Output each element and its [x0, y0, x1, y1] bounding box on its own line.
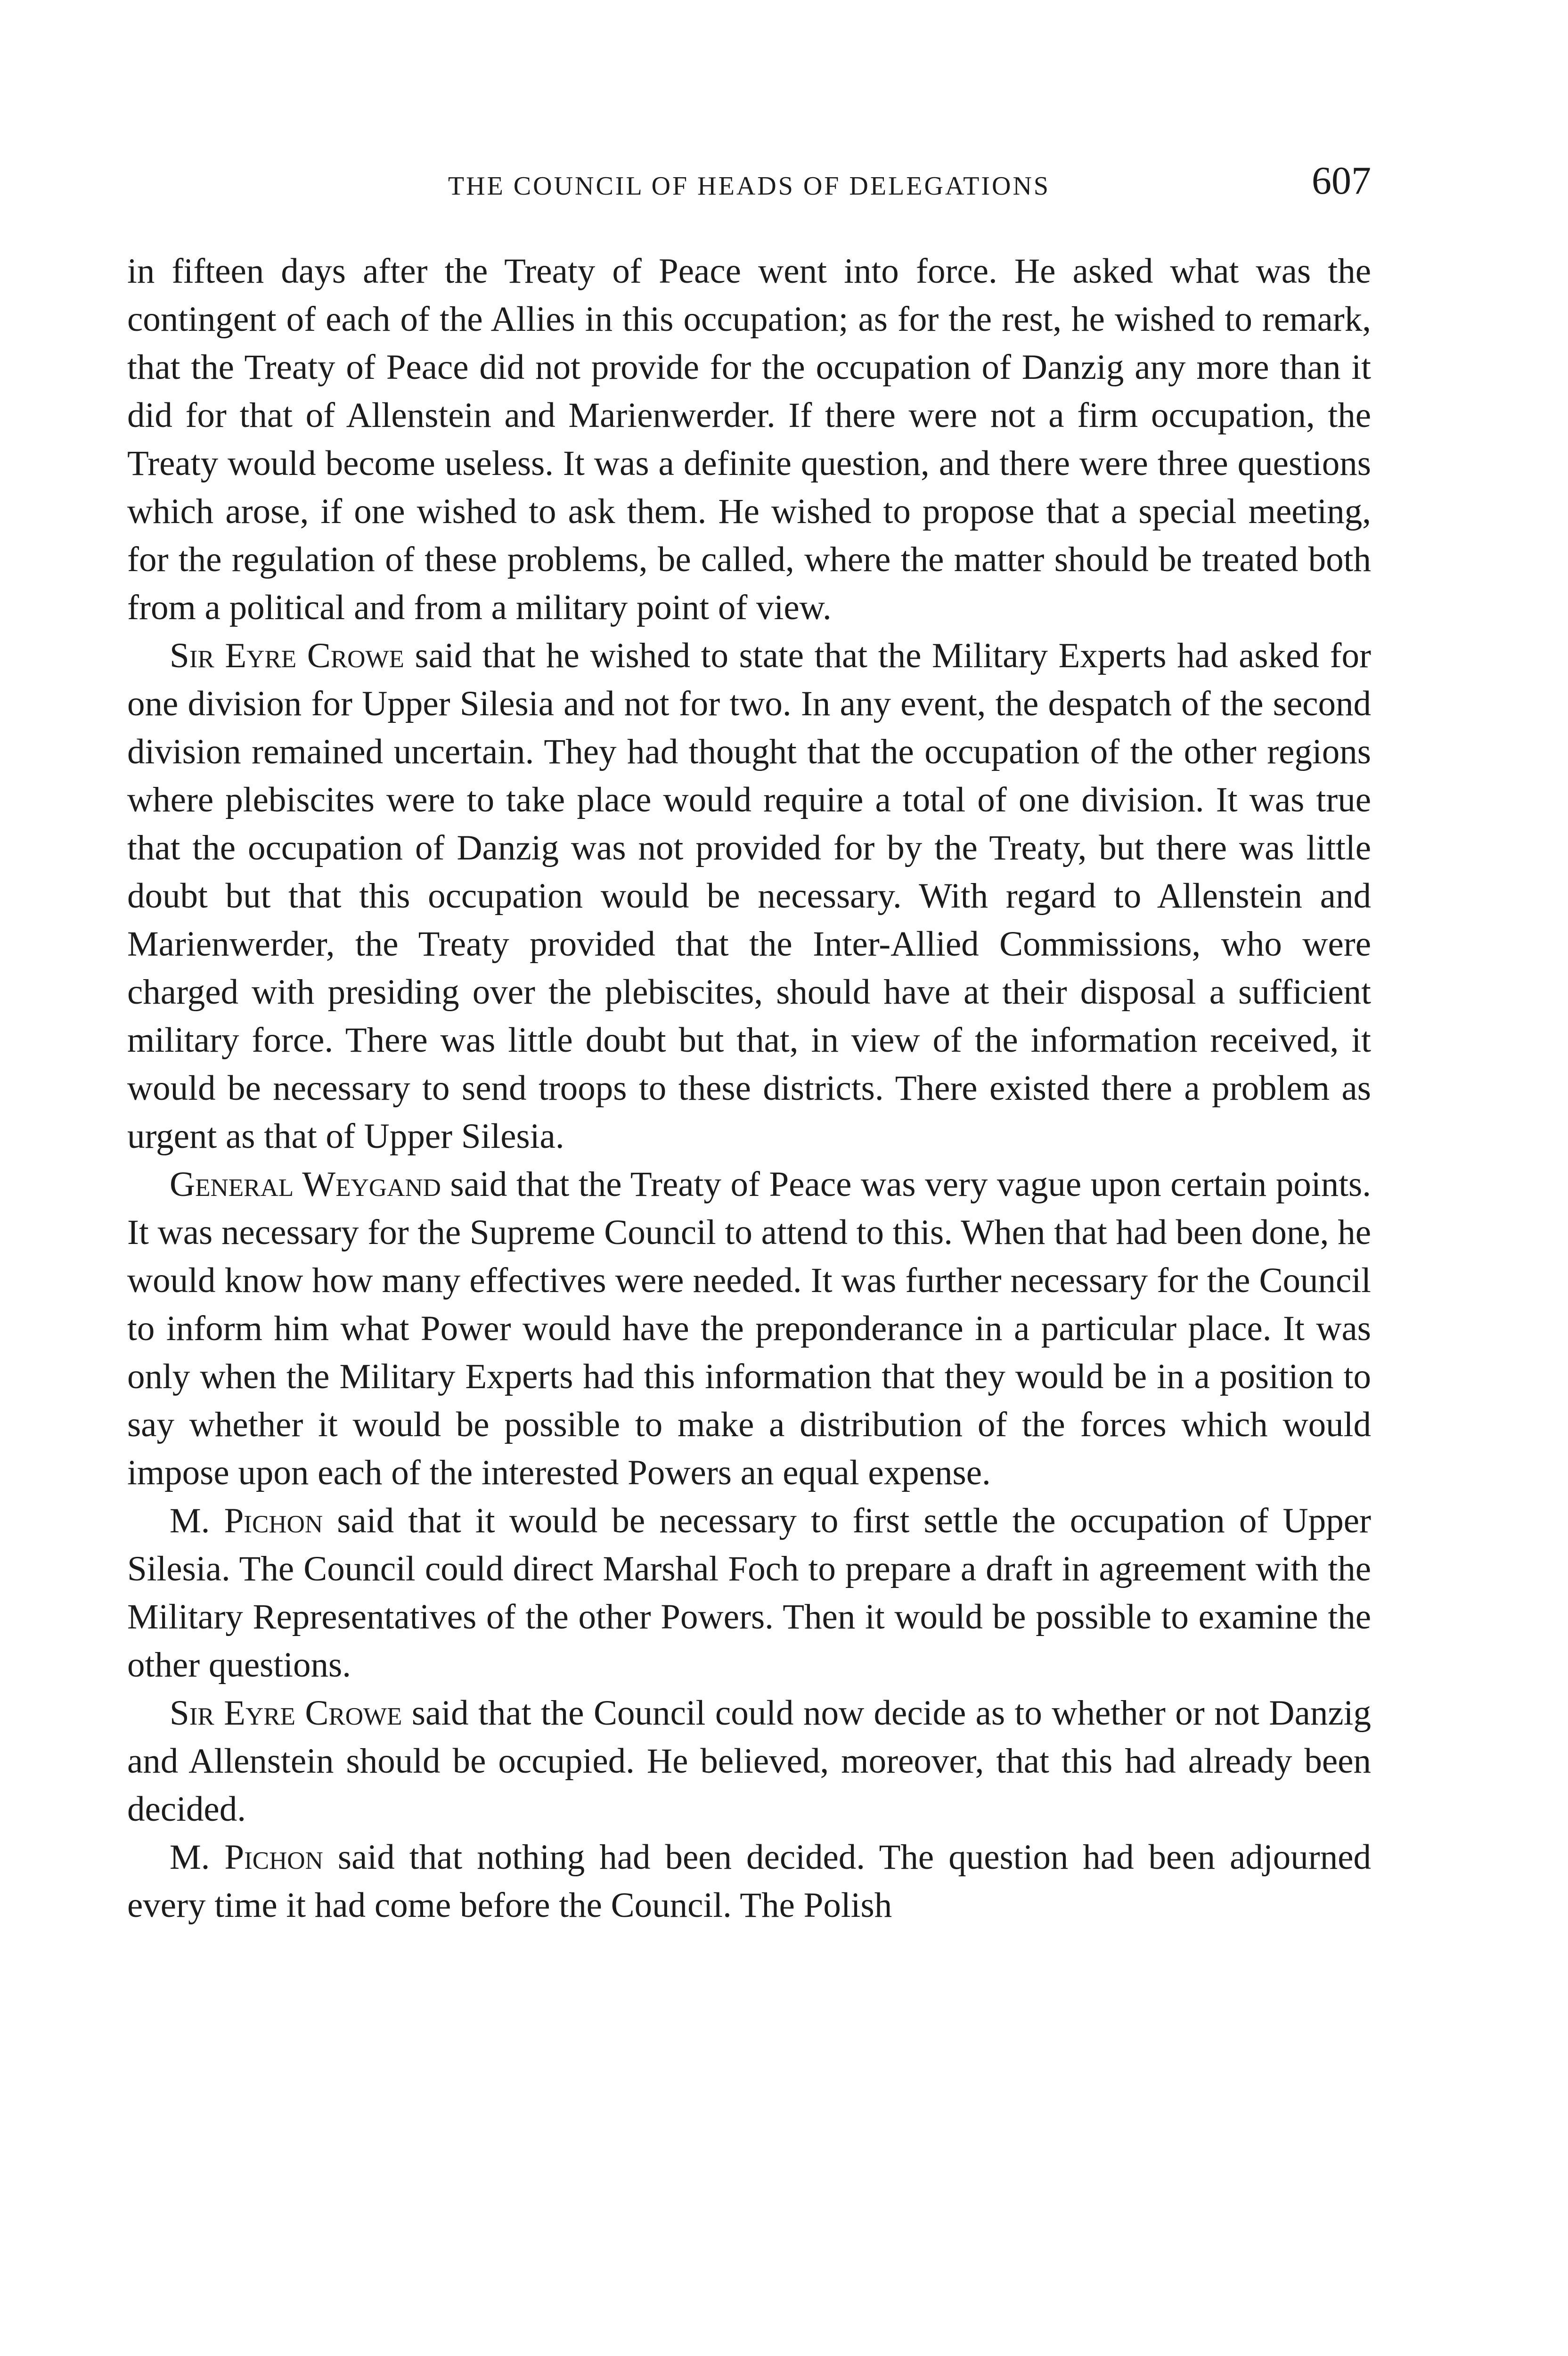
- paragraph-1: [127, 247, 1371, 632]
- speaker-name: M. Pichon: [170, 1501, 323, 1540]
- running-title: THE COUNCIL OF HEADS OF DELEGATIONS: [448, 172, 1051, 201]
- body-text: [127, 247, 1371, 1930]
- paragraph-text: said that it would be necessary to first settle the occupation of Upper Silesia. The Council could direct Marshal Foch to prepare a draft in agreement with the Military Representatives of the other Powers. Then it would be possible to examine the other questions.: [127, 1501, 1371, 1685]
- paragraph-3: [127, 1161, 1371, 1497]
- paragraph-text: said that nothing had been decided. The question had been adjourned every time it had come before the Council. The Polish: [127, 1838, 1371, 1925]
- page-number: 607: [1312, 159, 1371, 203]
- speaker-name: M. Pichon: [170, 1838, 323, 1877]
- paragraph-5: [127, 1689, 1371, 1833]
- paragraph-text: in fifteen days after the Treaty of Peace went into force. He asked what was the contingent of each of the Allies in this occupation; as for the rest, he wished to remark, that the Treaty of Peace did not provide for the occupation of Danzig any more than it did for that of Allenstein and Marienwerder. If there were not a firm occupation, the Treaty would become useless. It was a definite question, and there were three questions which arose, if one wished to ask them. He wished to propose that a special meeting, for the regulation of these problems, be called, where the matter should be treated both from a political and from a military point of view.: [127, 252, 1371, 627]
- paragraph-text: said that the Council could now decide as to whether or not Danzig and Allenstein should be occupied. He believed, moreover, that this had already been decided.: [127, 1693, 1372, 1829]
- speaker-name: Sir Eyre Crowe: [170, 636, 404, 675]
- paragraph-text: said that the Treaty of Peace was very vague upon certain points. It was necessary for the Supreme Council to attend to this. When that had been done, he would know how many effectives were needed. It was further necessary for the Council to inform him what Power would have the preponderance in a particular place. It was only when the Military Experts had this information that they would be in a position to say whether it would be possible to make a distribution of the forces which would impose upon each of the interested Powers an equal expense.: [127, 1165, 1371, 1492]
- page-header: [127, 158, 1371, 210]
- paragraph-6: [127, 1833, 1371, 1930]
- paragraph-2: [127, 632, 1371, 1161]
- speaker-name: Sir Eyre Crowe: [170, 1693, 402, 1733]
- paragraph-4: [127, 1497, 1371, 1689]
- speaker-name: General Weygand: [170, 1165, 441, 1204]
- paragraph-text: said that he wished to state that the Military Experts had asked for one division for Upper Silesia and not for two. In any event, the despatch of the second division remained uncertain. They had thought that the occupation of the other regions where plebiscites were to take place would require a total of one division. It was true that the occupation of Danzig was not provided for by the Treaty, but there was little doubt but that this occupation would be necessary. With regard to Allenstein and Marienwerder, the Treaty provided that the Inter-Allied Commissions, who were charged with presiding over the plebiscites, should have at their disposal a sufficient military force. There was little doubt but that, in view of the information received, it would be necessary to send troops to these districts. There existed there a problem as urgent as that of Upper Silesia.: [127, 636, 1371, 1156]
